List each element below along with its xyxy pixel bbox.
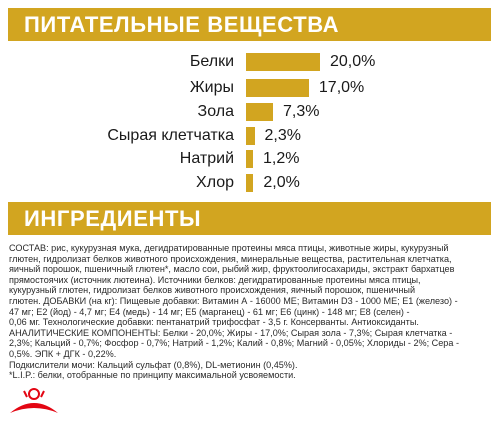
nutrient-bar [246,53,320,71]
ingredients-line: 47 мг; Е2 (йод) - 4,7 мг; Е4 (медь) - 14 мг; Е5 (марганец) - 61 мг; Е6 (цинк) - 148 мг; Е8 (селен) - [9,306,410,317]
nutrient-label: Зола [197,103,234,120]
nutrient-row [0,125,500,147]
nutrient-bar [246,174,253,192]
nutrients-title: ПИТАТЕЛЬНЫЕ ВЕЩЕСТВА [24,12,340,37]
nutrient-value: 17,0% [318,79,365,96]
nutrient-label: Белки [189,53,234,70]
nutrient-value: 7,3% [283,103,320,120]
nutrient-bar [246,79,309,97]
nutrient-label: Натрий [179,150,234,167]
ingredients-line: *L.I.P.: белки, отобранные по принципу максимальной усвояемости. [9,370,296,381]
nutrient-row [0,172,500,194]
ingredients-banner [8,202,491,235]
nutrient-value: 2,0% [263,174,300,191]
nutrient-value: 20,0% [330,53,376,70]
nutrient-label: Хлор [196,174,234,191]
ingredients-line: 0,5%. ЭПК + ДГК - 0,22%. [9,348,117,359]
ingredients-line: АНАЛИТИЧЕСКИЕ КОМПОНЕНТЫ: Белки - 20,0%; Жиры - 17,0%; Сырая зола - 7,3%; Сырая клетчатка - [9,327,453,338]
ingredients-line: СОСТАВ: рис, кукурузная мука, дегидратированные протеины мяса птицы, животные жиры, кукурузный [9,243,449,253]
nutrient-row [0,101,500,123]
ingredients-title: ИНГРЕДИЕНТЫ [24,206,202,231]
ingredients-text [9,243,497,381]
ingredients-line: глютен, гидролизат белков животного происхождения, минеральные вещества, растительная клетчатка, [9,253,452,264]
ingredients-line: яичный порошок, пшеничный глютен*, масло сои, рыбий жир, фруктоолигосахариды, экстракт бархатцев [9,264,455,275]
ingredients-line: кукурузный глютен, гидролизат белков животного происхождения, яичный порошок, пшеничный [9,285,416,296]
nutrient-bar [246,127,255,145]
royal-canin-logo-icon [6,385,62,422]
ingredients-line: прямостоячих (источник лютеина). Источники белков: дегидратированные протеины мяса птицы, [9,274,421,285]
ingredients-line: 0,06 мг. Технологические добавки: пентанатрий трифосфат - 3,5 г. Консерванты. Антиоксиданты. [9,317,419,328]
nutrient-value: 1,2% [263,150,300,167]
ingredients-line: 2,3%; Кальций - 0,7%; Фосфор - 0,7%; Натрий - 1,2%; Калий - 0,8%; Магний - 0,05%; Хлориды - 2%; Сера - [9,338,459,349]
ingredients-line: глютен. ДОБАВКИ (на кг): Пищевые добавки: Витамин А - 16000 МЕ; Витамин D3 - 1000 МЕ; Е1 (железо) - [9,295,458,306]
nutrient-row [0,51,500,73]
nutrient-value: 2,3% [264,127,301,144]
nutrients-banner [8,8,491,41]
nutrient-bar [246,150,253,168]
nutrient-row [0,77,500,99]
nutrient-bar [246,103,273,121]
ingredients-line: Подкислители мочи: Кальций сульфат (0,8%), DL-метионин (0,45%). [9,359,298,370]
nutrient-label: Сырая клетчатка [107,127,234,144]
nutrient-row [0,148,500,170]
nutrient-label: Жиры [189,79,234,96]
